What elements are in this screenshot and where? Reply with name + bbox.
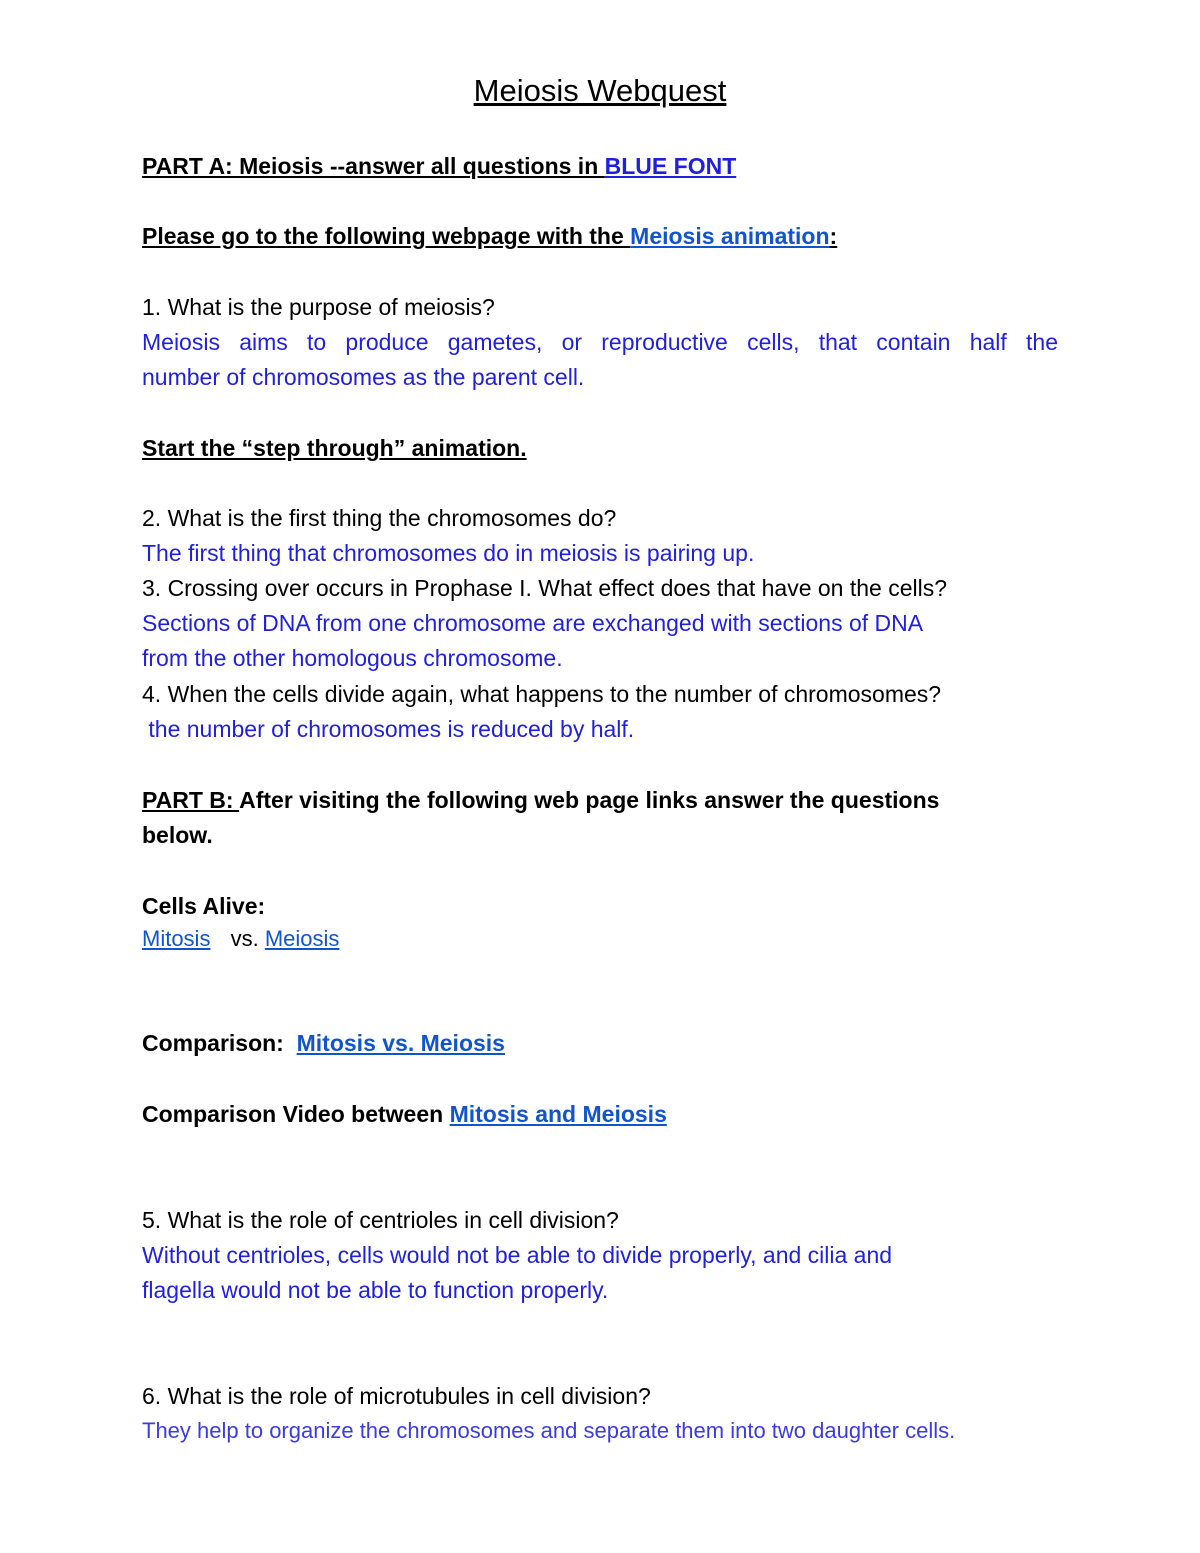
answer-1-line-2: number of chromosomes as the parent cell.	[142, 364, 585, 390]
comparison-label: Comparison:	[142, 1030, 297, 1056]
comparison-video-line	[142, 1099, 667, 1129]
comparison-line	[142, 1028, 505, 1058]
answer-6: They help to organize the chromosomes and separate them into two daughter cells.	[142, 1418, 956, 1443]
answer-4: the number of chromosomes is reduced by half.	[142, 716, 635, 742]
answer-1-line-1: Meiosis aims to produce gametes, or reproductive cells, that contain half the	[142, 329, 1058, 355]
part-a-heading-text: PART A: Meiosis --answer all questions in	[142, 153, 605, 179]
meiosis-link[interactable]: Meiosis	[264, 926, 340, 951]
question-6: 6. What is the role of microtubules in cell division?	[142, 1383, 651, 1409]
answer-5-line-2: flagella would not be able to function properly.	[142, 1277, 609, 1303]
question-2: 2. What is the first thing the chromosomes do?	[142, 505, 617, 531]
blue-font-label: BLUE FONT	[604, 153, 737, 179]
answer-2: The first thing that chromosomes do in meiosis is pairing up.	[142, 540, 755, 566]
question-1: 1. What is the purpose of meiosis?	[142, 294, 495, 320]
question-4: 4. When the cells divide again, what happens to the number of chromosomes?	[142, 681, 942, 707]
vs-text: vs.	[230, 926, 259, 951]
part-b-heading	[142, 785, 939, 815]
answer-5-line-1: Without centrioles, cells would not be able to divide properly, and cilia and	[142, 1242, 893, 1268]
mitosis-and-meiosis-video-link[interactable]: Mitosis and Meiosis	[449, 1101, 667, 1127]
goto-colon: :	[829, 223, 838, 249]
comparison-video-label: Comparison Video between	[142, 1101, 450, 1127]
mitosis-vs-meiosis-link[interactable]: Mitosis vs. Meiosis	[296, 1030, 505, 1056]
goto-instruction	[142, 221, 837, 251]
part-b-heading-text: After visiting the following web page links answer the questions	[239, 787, 940, 813]
cells-alive-links	[142, 924, 339, 954]
part-b-label: PART B:	[142, 787, 240, 813]
answer-3-line-1: Sections of DNA from one chromosome are exchanged with sections of DNA	[142, 610, 924, 636]
step-through-instruction: Start the “step through” animation.	[142, 435, 527, 461]
mitosis-link[interactable]: Mitosis	[142, 926, 211, 951]
cells-alive-label: Cells Alive:	[142, 893, 266, 919]
goto-text: Please go to the following webpage with the	[142, 223, 631, 249]
question-5: 5. What is the role of centrioles in cell division?	[142, 1207, 619, 1233]
part-a-heading	[142, 151, 736, 181]
answer-3-line-2: from the other homologous chromosome.	[142, 645, 563, 671]
part-b-heading-line-2: below.	[142, 822, 213, 848]
question-3: 3. Crossing over occurs in Prophase I. What effect does that have on the cells?	[142, 575, 948, 601]
meiosis-animation-link[interactable]: Meiosis animation	[630, 223, 830, 249]
document-title: Meiosis Webquest	[473, 73, 727, 108]
